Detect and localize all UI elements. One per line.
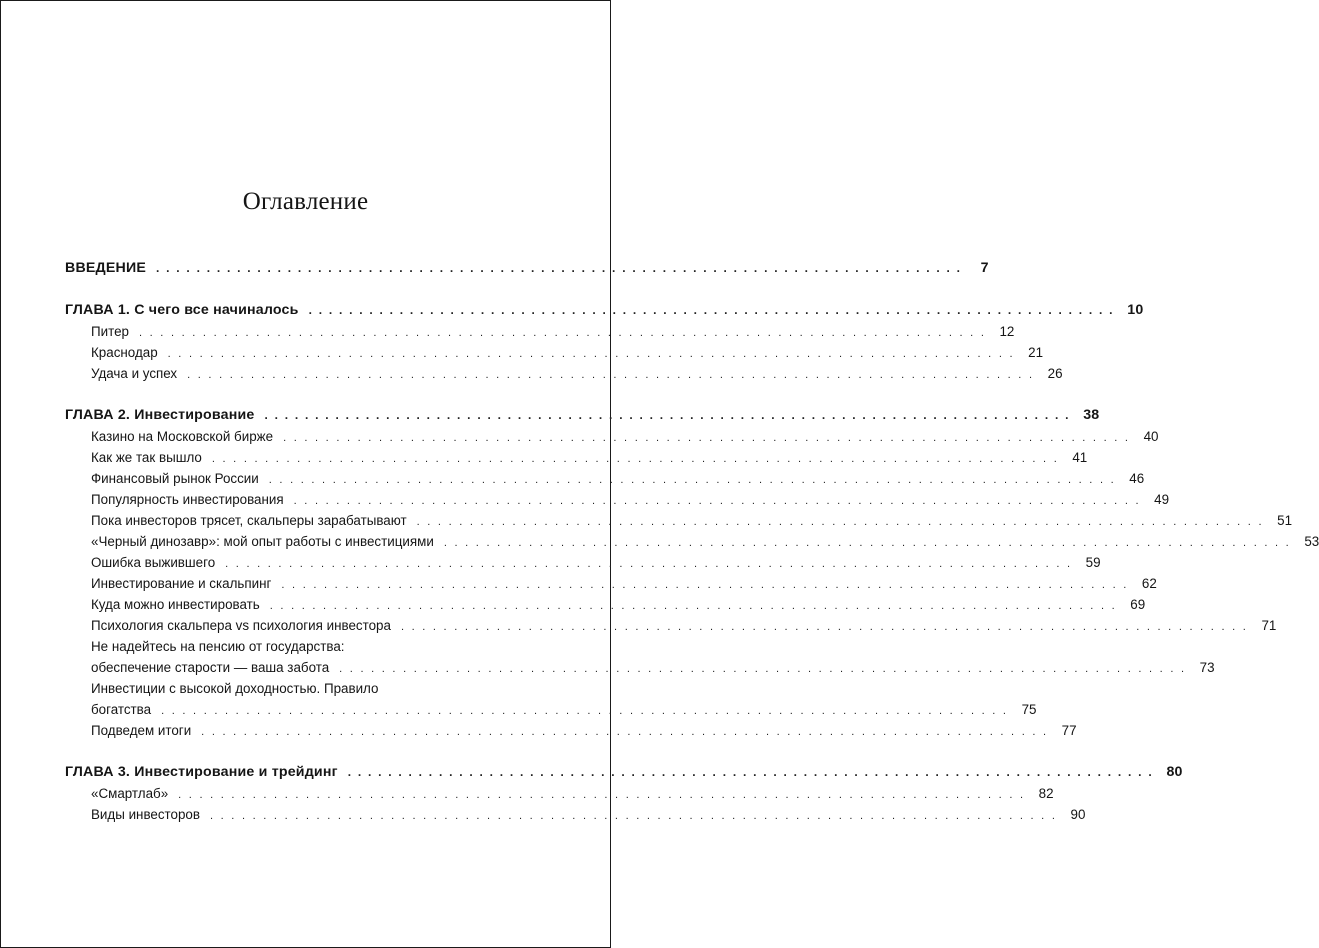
toc-entry xyxy=(65,552,1101,573)
leader-dots: ................................................................................ xyxy=(201,726,1054,738)
toc-heading-text: ВВЕДЕНИЕ xyxy=(65,260,147,276)
toc-entry-text: Казино на Московской бирже xyxy=(91,429,274,444)
toc-entry-text: Психология скальпера vs психология инвестора xyxy=(91,618,391,633)
page-title: Оглавление xyxy=(242,188,369,215)
leader-dots: ................................................................................ xyxy=(211,453,1065,465)
toc-entry xyxy=(65,573,1157,594)
toc-entry xyxy=(65,426,1159,447)
toc-heading-text: ГЛАВА 3. Инвестирование и трейдинг xyxy=(65,764,338,780)
toc-entry xyxy=(65,321,1015,342)
leader-dots: ................................................................................ xyxy=(167,348,1021,360)
toc-entry xyxy=(65,447,1088,468)
toc-entry-page: 40 xyxy=(1143,429,1159,444)
toc-entry-text: Как же так вышло xyxy=(91,450,202,465)
toc-heading-page: 7 xyxy=(980,260,989,276)
toc-entry-page: 62 xyxy=(1141,576,1157,591)
toc-entry xyxy=(65,699,1037,720)
toc-entry-page: 53 xyxy=(1304,534,1319,549)
toc-entry-text: Инвестирование и скальпинг xyxy=(91,576,272,591)
toc-entry-page: 21 xyxy=(1028,345,1044,360)
toc-entry-text: Пока инвесторов трясет, скальперы зарабатывают xyxy=(91,513,407,528)
leader-dots: ................................................................................ xyxy=(161,705,1014,717)
toc-entry-text: «Черный динозавр»: мой опыт работы с инвестициями xyxy=(91,534,434,549)
toc-entry-text: богатства xyxy=(91,702,152,717)
leader-dots: ................................................................................ xyxy=(283,432,1136,444)
toc-entry-page: 26 xyxy=(1047,366,1063,381)
toc-entry-page: 73 xyxy=(1199,660,1215,675)
leader-dots: ................................................................................ xyxy=(293,495,1147,507)
toc-entry-page: 82 xyxy=(1038,786,1054,801)
leader-dots: ................................................................................ xyxy=(339,663,1192,675)
toc-entry-text: Популярность инвестирования xyxy=(91,492,284,507)
toc-entry-text: Удача и успех xyxy=(91,366,178,381)
toc-entry-page: 49 xyxy=(1154,492,1170,507)
toc-heading-text: ГЛАВА 1. С чего все начиналось xyxy=(65,302,299,318)
leader-dots: ................................................................................ xyxy=(225,558,1078,570)
toc-heading xyxy=(65,405,1100,426)
toc-heading-page: 38 xyxy=(1083,407,1100,423)
toc-entry-text: «Смартлаб» xyxy=(91,786,169,801)
toc-entry-text: Куда можно инвестировать xyxy=(91,597,260,612)
toc-entry xyxy=(65,363,1063,384)
toc-entry-text: Виды инвесторов xyxy=(91,807,200,822)
leader-dots: ................................................................................ xyxy=(308,303,1120,317)
leader-dots: ................................................................................ xyxy=(269,600,1123,612)
toc-entry-text: Краснодар xyxy=(91,345,158,360)
leader-dots: ................................................................................ xyxy=(138,327,992,339)
toc-entry-page: 59 xyxy=(1085,555,1101,570)
toc-entry-page: 75 xyxy=(1021,702,1037,717)
leader-dots: ................................................................................ xyxy=(264,408,1076,422)
toc-entry-text: Подведем итоги xyxy=(91,723,192,738)
toc-entry xyxy=(65,594,1146,615)
leader-dots: ................................................................................ xyxy=(281,579,1134,591)
leader-dots: ................................................................................ xyxy=(268,474,1122,486)
toc-heading xyxy=(65,762,1183,783)
toc-entry-page: 41 xyxy=(1072,450,1088,465)
toc-entry-page: 71 xyxy=(1261,618,1277,633)
table-of-contents xyxy=(65,258,1319,825)
toc-chapter-1 xyxy=(65,300,1144,384)
toc-entry-page: 46 xyxy=(1129,471,1145,486)
toc-entry xyxy=(65,489,1170,510)
toc-entry-page: 51 xyxy=(1277,513,1293,528)
toc-entry-text: Не надейтесь на пенсию от государства: xyxy=(91,639,345,654)
toc-heading-page: 10 xyxy=(1127,302,1144,318)
toc-entry xyxy=(65,720,1077,741)
toc-entry xyxy=(65,615,1277,636)
toc-entry-text: Питер xyxy=(91,324,129,339)
toc-heading-text: ГЛАВА 2. Инвестирование xyxy=(65,407,255,423)
leader-dots: ................................................................................ xyxy=(156,261,967,275)
toc-heading xyxy=(65,300,1144,321)
toc-entry xyxy=(65,657,1215,678)
toc-entry-continued xyxy=(65,636,505,657)
toc-entry xyxy=(65,783,1054,804)
toc-entry xyxy=(65,531,1319,552)
toc-entry xyxy=(65,804,1086,825)
toc-entry xyxy=(65,510,1293,531)
leader-dots: ................................................................................ xyxy=(178,789,1031,801)
leader-dots: ................................................................................ xyxy=(400,621,1254,633)
toc-chapter-intro xyxy=(65,258,989,279)
toc-entry-page: 69 xyxy=(1130,597,1146,612)
leader-dots: ................................................................................ xyxy=(210,810,1063,822)
toc-entry-text: Инвестиции с высокой доходностью. Правило xyxy=(91,681,379,696)
toc-entry xyxy=(65,342,1044,363)
toc-entry-text: обеспечение старости — ваша забота xyxy=(91,660,330,675)
toc-heading-page: 80 xyxy=(1166,764,1183,780)
leader-dots: ................................................................................ xyxy=(347,765,1159,779)
leader-dots: ................................................................................ xyxy=(443,537,1297,549)
toc-chapter-3 xyxy=(65,762,1183,825)
toc-entry-page: 12 xyxy=(999,324,1015,339)
toc-heading xyxy=(65,258,989,279)
toc-chapter-2 xyxy=(65,405,1319,741)
toc-entry-text: Финансовый рынок России xyxy=(91,471,259,486)
leader-dots: ................................................................................ xyxy=(187,369,1040,381)
toc-entry-page: 77 xyxy=(1061,723,1077,738)
leader-dots: ................................................................................ xyxy=(416,516,1270,528)
toc-entry-page: 90 xyxy=(1070,807,1086,822)
toc-entry-text: Ошибка выжившего xyxy=(91,555,216,570)
toc-entry xyxy=(65,468,1145,489)
toc-entry-continued xyxy=(65,678,505,699)
